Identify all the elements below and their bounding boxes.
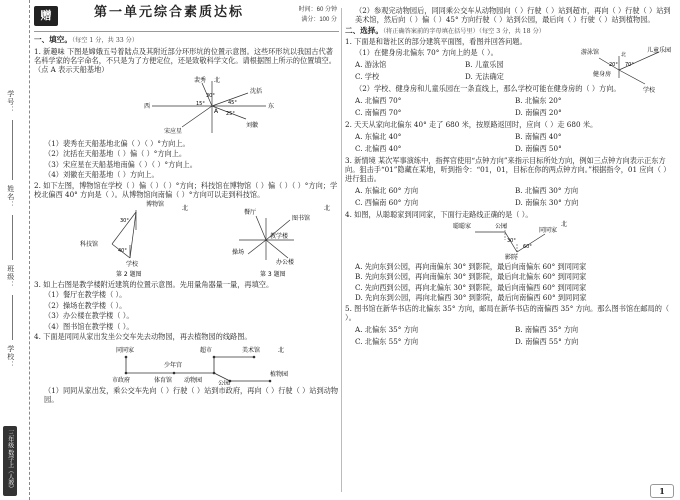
option-d: D. 南偏西 55° 方向 [515,336,579,346]
c1-fig-angle: 70° [625,61,634,68]
q3-sub1: （1）餐厅在教学楼（ ）。 [44,290,127,300]
q1-sub3: （3）宋应星在天船基地南偏（ ）（ ）°方向上。 [44,159,197,169]
fig2-label: 北 [182,205,189,213]
fig3-label: 北 [324,205,331,213]
choice-2: 2. 天天从家向北偏东 40° 走了 680 米，按原路返回时，应向（ ）走 680 米。 [345,119,598,129]
choice-3-options [355,198,675,207]
option-b: B. 北偏东 20° [515,95,562,105]
question-4: 4. 下面是同同从家出发坐公交车先去动物园，再去植物园的线路图。 [34,332,252,342]
question-3: 3. 如上右图是教学楼附近建筑的位置示意图。先用量角器量一量，再填空。 [34,279,274,289]
choice-4-option-a: A. 先向东到公园，再向南偏东 30° 到影院，最后向南偏东 60° 到同同家 [355,261,587,271]
c1-fig-angle: 20° [609,61,618,68]
question-2: 2. 如下左图，博物馆在学校（ ）偏（ ）（ ）°方向；科技馆在博物馆（ ）偏（ ）（ ）°方向；学校北偏西 40° 方向是（ ）。从博物馆向南偏（ ）°方向可以走到科技馆。 [34,180,338,199]
sidebar-field-school: 学校： [6,345,15,369]
page-header [34,4,339,32]
fig1-label: A [214,108,219,116]
option-c: C. 南偏西 70° [355,107,402,117]
sidebar-brand: 三年级 数学上（人教） [3,426,17,496]
fig3-label: 教学楼 [270,233,289,241]
fig1-label: 西 [144,103,151,111]
option-a: A. 东偏北 40° [355,131,402,141]
figure-moon-craters [34,75,339,137]
fig1-angle: 15° [196,101,205,108]
q2-q3-diagrams [34,200,339,278]
choice-1-2-options [355,108,675,117]
fig2-angle: 30° [120,218,129,225]
section-note: （将正确答案前的字母填在括号里）（每空 3 分，共 18 分） [382,27,545,35]
sidebar-field-name: 姓名： [6,185,15,209]
option-b: B. 南偏西 40° [515,131,562,141]
exam-score: 满分：100 分 [301,17,337,23]
sidebar-field-class: 班级： [6,265,15,289]
choice-2-options [355,144,675,153]
option-c: C. 北偏东 55° 方向 [355,336,419,346]
choice-4-option-c: C. 先向西到公园，再向北偏东 30° 到影院，最后向南偏西 60° 到同同家 [355,282,587,292]
fig4-label: 少年宫 [164,361,183,369]
choice-4-option-b: B. 先向东到公园，再向南偏东 30° 到影院，最后向北偏东 60° 到同同家 [355,272,587,282]
fig4-label: 同同家 [116,346,135,354]
page-number: 1 [650,484,674,498]
choice-3: 3. 新情境 某次军事演练中，指挥官使用“点钟方向”来指示目标所处方向，例如三点钟方向表示正东方向。狙击手“01”隐藏在某地，听到指令：“01，01，目标在你的两点钟方向。”根据指令，01 应向（ ）进行狙击。 [345,155,671,183]
c1-fig-label: 北 [621,51,627,58]
q3-sub4: （4）图书馆在教学楼（ ）。 [44,321,134,331]
fig4-label: 体育馆 [154,376,173,384]
option-b: B. 南偏西 35° 方向 [515,324,579,334]
choice-4-option-d: D. 先向东到公园，再向北偏西 30° 到影院，最后向南偏西 60° 到同同家 [355,293,587,303]
q4-sub1: （1）同同从家出发，乘公交车先向（ ）行驶（ ）站到市政府，再向（ ）行驶（ ）站到动物园。 [44,386,339,405]
q3-sub2: （2）操场在教学楼（ ）。 [44,300,127,310]
sidebar-field-student-id: 学号： [6,90,15,114]
choice-5: 5. 图书馆在新华书店的北偏东 35° 方向，邮局在新华书店的南偏西 35° 方向。那么图书馆在邮局的（ ）。 [345,303,670,322]
option-c: C. 北偏西 40° [355,143,402,153]
sidebar-line [12,295,13,340]
craters-diagram [34,75,339,137]
gift-badge: 赠 [34,6,58,26]
fig3-label: 操场 [232,249,245,257]
figure-bus-route [34,343,339,385]
option-c: C. 学校 [355,71,380,81]
q1-sub4: （4）刘徽在天船基地（ ）方向上。 [44,170,159,180]
fig2-label: 博物馆 [146,201,165,209]
c4-fig-label: 同同家 [539,227,558,235]
c4-fig-label: 公园 [495,223,508,231]
option-a: A. 北偏西 70° [355,95,402,105]
choice-1-sub1: （1）在健身房北偏东 70° 方向上的是（ ）。 [355,47,498,57]
fig1-label: 沈括 [250,88,263,96]
fig4-label: 美术馆 [242,346,261,354]
route-choice-diagram [345,220,675,260]
fig3-label: 餐厅 [244,209,257,217]
choice-5-options [355,337,675,346]
question-1: 1. 新趣味 下图是嫦娥五号着陆点及其附近部分环形坑的位置示意图。这些环形坑以我国古代著名科学家的名字命名，不只是为了方便定位，还是致敬科学文化。请根据图上所示的位置填空。（点 A 表示天船基地） [34,46,336,74]
left-column [34,4,339,496]
section-choice-title [345,26,675,36]
right-column [345,4,675,496]
bus-route-diagram [34,343,339,385]
option-b: B. 儿童乐园 [465,59,504,69]
c1-fig-label: 游泳馆 [581,48,600,56]
fig4-label: 公园 [218,379,231,385]
fig4-label: 北 [278,346,285,354]
q1-sub2: （2）沈括在天船基地（ ）偏（ ）°方向上。 [44,149,187,159]
binding-sidebar [0,0,30,500]
choice-1-2-options [355,96,675,105]
fig3-label: 图书馆 [292,215,311,223]
fig3-caption: 第 3 题图 [260,271,286,279]
exam-time: 时间：60 分钟 [298,7,337,13]
option-d: D. 南偏西 20° [515,107,562,117]
option-d: D. 无法确定 [465,71,504,81]
figure-q2-q3 [34,200,339,278]
option-a: A. 东偏北 60° 方向 [355,185,419,195]
choice-4: 4. 如图，从聪聪家到同同家，下面行走路线正确的是（ ）。 [345,209,533,219]
choice-2-options [355,132,675,141]
fig1-angle: 30° [206,93,215,100]
sidebar-line [12,120,13,180]
choice-1-1-options [355,72,575,81]
c1-fig-label: 学校 [643,86,656,94]
option-c: C. 西偏南 60° 方向 [355,197,419,207]
c4-fig-label: 北 [561,221,568,229]
fig1-label: 裴秀 [194,77,207,85]
community-diagram [579,44,675,96]
q3-sub3: （3）办公楼在教学楼（ ）。 [44,311,134,321]
sidebar-line [12,215,13,260]
c4-fig-angle: 30° [507,238,516,245]
option-a: A. 北偏东 35° 方向 [355,324,419,334]
option-b: B. 北偏西 30° 方向 [515,185,579,195]
option-a: A. 游泳馆 [355,59,387,69]
fig2-angle: 40° [118,248,127,255]
fig1-label: 刘徽 [246,122,259,130]
fig2-label: 科技馆 [80,241,99,249]
fig1-angle: 25° [226,111,235,118]
fig1-label: 宋应星 [164,128,183,136]
c4-fig-label: 影院 [505,254,518,261]
fig1-label: 北 [214,77,221,85]
section-fill-blank-title [34,35,339,45]
option-d: D. 南偏西 50° [515,143,562,153]
c4-fig-label: 聪聪家 [453,223,472,231]
fig1-angle: 45° [228,100,237,107]
choice-1-sub2: （2）学校、健身房和儿童乐园在一条直线上，那么学校可能在健身房的（ ）方向。 [355,83,621,93]
column-divider [341,8,342,492]
c1-fig-label: 儿童乐园 [647,46,672,54]
section-title-text: 二、选择。 [345,25,383,35]
fig4-label: 超市 [200,346,213,354]
choice-3-options [355,186,675,195]
figure-route-choice [345,220,675,260]
fig4-label: 植物园 [270,370,289,378]
section-note: （每空 1 分，共 33 分） [71,37,139,44]
c4-fig-angle: 60° [523,244,532,251]
choice-5-options [355,325,675,334]
page-title: 第一单元综合素质达标 [94,5,245,20]
fig4-label: 动物园 [184,376,203,384]
fig4-label: 市政府 [112,376,131,384]
option-d: D. 南偏东 30° 方向 [515,197,579,207]
choice-1: 1. 下面是和谐社区的部分建筑平面图，看图并回答问题。 [345,37,527,47]
c1-fig-label: 健身房 [593,70,612,78]
q4-sub2: （2）参观完动物园后，同同乘公交车从动物园向（ ）行驶（ ）站到超市，再向（ ）行驶（ ）站到美术馆，然后向（ ）偏（ ）45° 方向行驶（ ）站到公园，最后向（ ）行驶（ ）站到植物园。 [355,5,671,24]
q1-sub1: （1）裴秀在天船基地北偏（ ）（ ）°方向上。 [44,138,190,148]
fig2-label: 学校 [126,261,139,269]
choice-1-1-options [355,60,575,69]
section-title-text: 一、填空。 [34,35,72,44]
fig2-caption: 第 2 题图 [116,271,142,279]
fig1-label: 东 [268,103,275,111]
fig3-label: 办公楼 [276,259,295,267]
